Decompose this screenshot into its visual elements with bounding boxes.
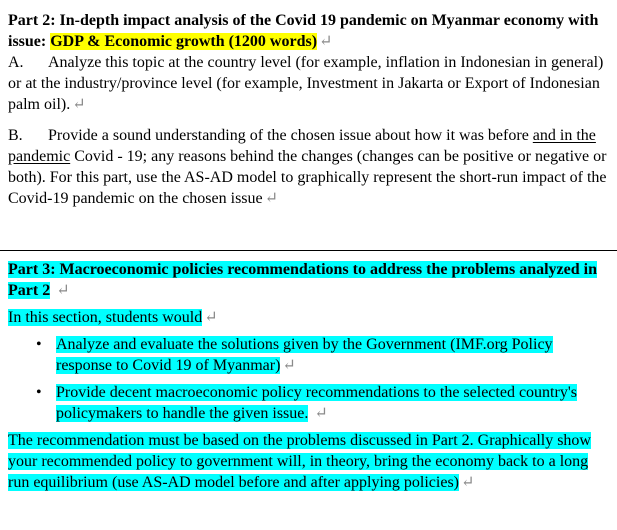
list-item <box>8 382 609 424</box>
item-b-text-end: Covid - 19; any reasons behind the changes (changes can be positive or negative or both). For this part, use the AS-AD model to graphically represent the short-run impact of the Covid-19 pandemic on the chosen issue <box>8 148 607 207</box>
part3-heading <box>8 259 609 301</box>
part2-title: Part 2: In-depth impact analysis of the Covid 19 pandemic on Myanmar economy with issue: <box>8 12 599 50</box>
part2-item-a <box>8 52 609 115</box>
item-a-text: Analyze this topic at the country level (for example, inflation in Indonesian in general) or at the industry/province level (for example, Investment in Jakarta or Export of Indonesian palm oil). <box>8 54 604 113</box>
paragraph-mark-icon: ↵ <box>72 96 86 113</box>
list-item-text: Analyze and evaluate the solutions given by the Government (IMF.org Policy response to Covid 19 of Myanmar) <box>56 336 553 374</box>
part3-intro <box>8 307 609 328</box>
part2-item-b <box>8 125 609 209</box>
part2-title-highlight: GDP & Economic growth (1200 words) <box>50 33 318 50</box>
part3-recommendation <box>8 430 609 493</box>
paragraph-mark-icon: ↵ <box>319 33 333 50</box>
list-item-text: Provide decent macroeconomic policy recommendations to the selected country's policymakers to handle the given issue. <box>56 384 577 422</box>
paragraph-mark-icon: ↵ <box>56 282 70 299</box>
paragraph-mark-icon: ↵ <box>282 357 296 374</box>
item-b-text-start: Provide a sound understanding of the chosen issue about how it was before <box>48 127 529 144</box>
item-b-letter: B. <box>8 127 23 144</box>
part3-section <box>0 251 617 493</box>
part3-title: Part 3: Macroeconomic policies recommendations to address the problems analyzed in Part 2 <box>8 261 597 299</box>
paragraph-mark-icon: ↵ <box>314 405 328 422</box>
bullet-icon: • <box>36 336 42 353</box>
bullet-icon: • <box>36 384 42 401</box>
item-a-letter: A. <box>8 54 24 71</box>
part3-intro-text: In this section, students would <box>8 309 203 326</box>
recommendation-text: The recommendation must be based on the problems discussed in Part 2. Graphically show your recommended policy to government will, in theory, bring the economy back to a long run equilibrium (use AS-AD model before and after applying policies) <box>8 432 591 491</box>
paragraph-mark-icon: ↵ <box>204 309 218 326</box>
paragraph-mark-icon: ↵ <box>264 190 279 207</box>
part2-section <box>0 0 617 250</box>
item-b-text-underlined: and in the pandemic <box>8 127 596 165</box>
part2-heading <box>8 10 609 52</box>
paragraph-mark-icon: ↵ <box>461 474 475 491</box>
list-item <box>8 334 609 376</box>
